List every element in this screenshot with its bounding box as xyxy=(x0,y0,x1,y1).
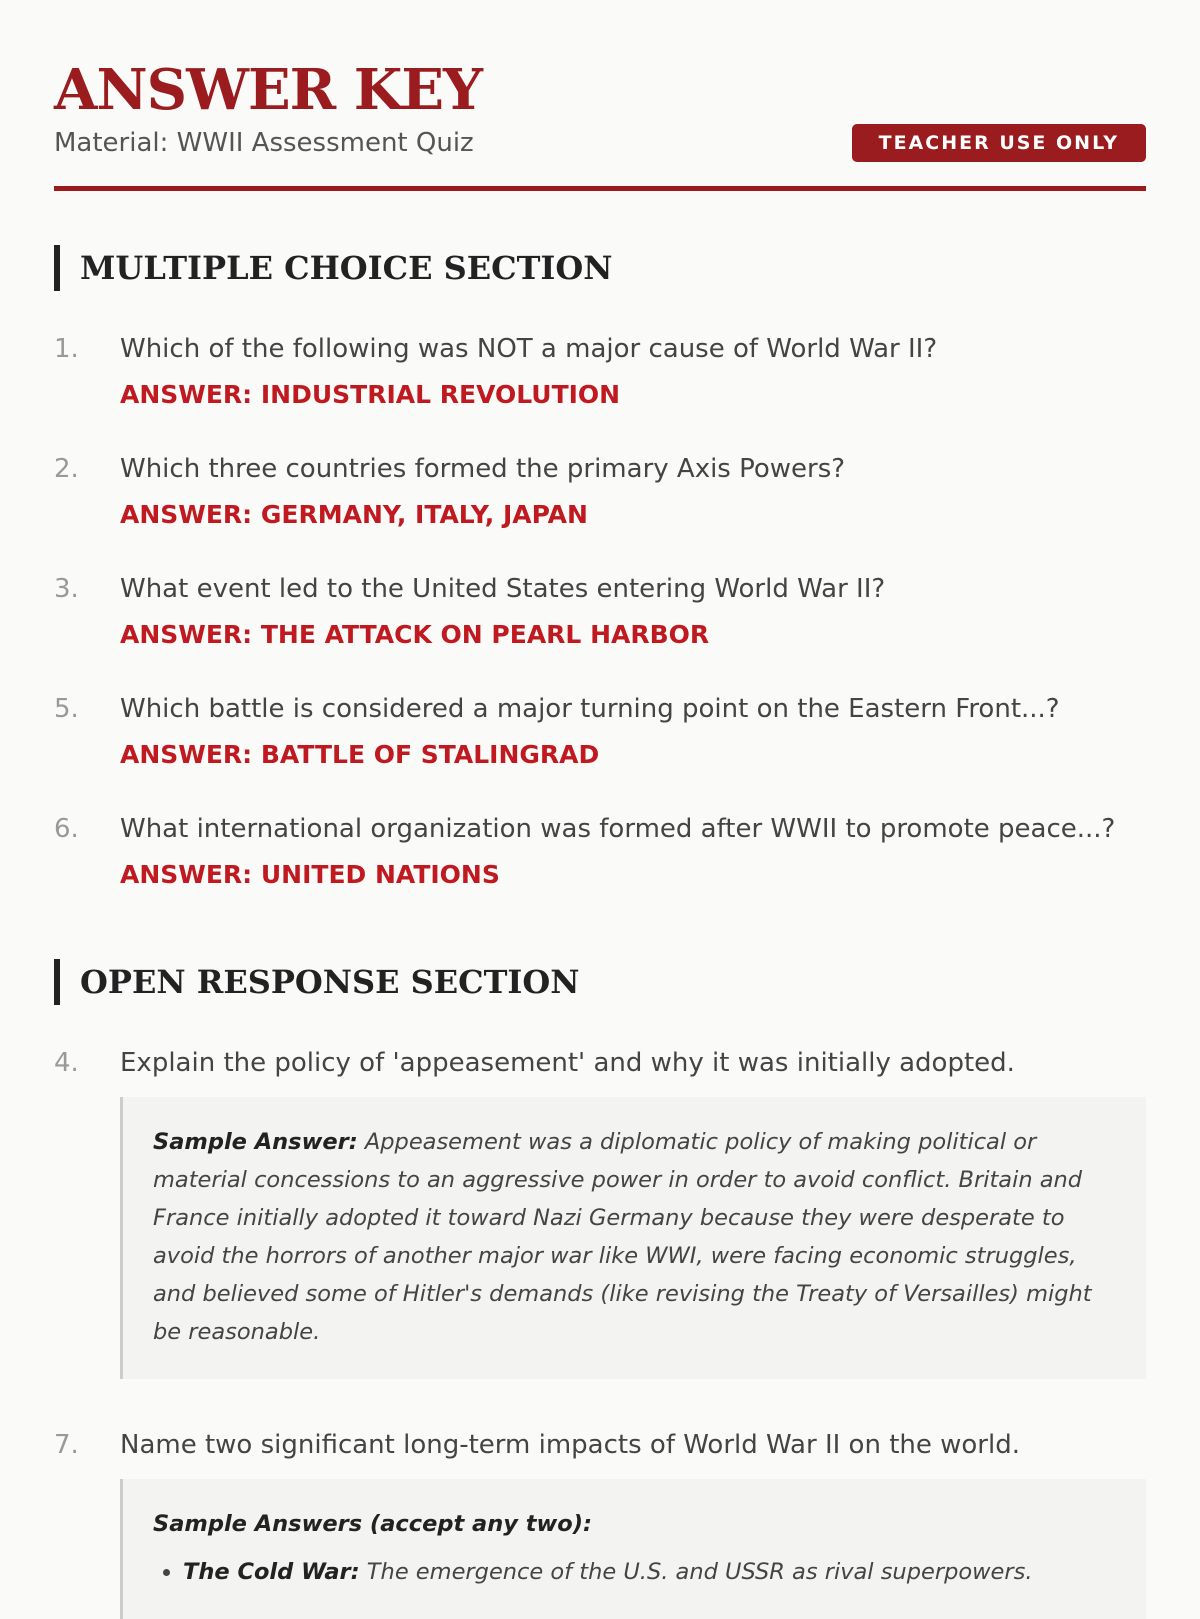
sample-answer-box xyxy=(120,1479,1146,1619)
question-item xyxy=(54,571,1146,653)
question-item xyxy=(54,1427,1146,1619)
question-number: 1. xyxy=(54,334,79,364)
question-text: Name two significant long-term impacts of World War II on the world. xyxy=(120,1430,1020,1460)
bullet-term: The Cold War: xyxy=(183,1559,360,1585)
question-item xyxy=(54,1045,1146,1379)
sample-answer-text: Appeasement was a diplomatic policy of making political or material concessions to an aggressive power in order to avoid conflict. Britain and France initially adopted it toward Nazi Germany because they were desperate to avoid the horrors of another major war like WWI, were facing economic struggles, and believed some of Hitler's demands (like revising the Treaty of Versailles) might be reasonable. xyxy=(153,1129,1092,1345)
question-number: 5. xyxy=(54,694,79,724)
question-number: 6. xyxy=(54,814,79,844)
question-item xyxy=(54,451,1146,533)
sample-answer-bullet xyxy=(183,1553,1116,1591)
page-title: ANSWER KEY xyxy=(54,57,483,123)
sample-answer-label: Sample Answers (accept any two): xyxy=(153,1511,593,1537)
answer-text: ANSWER: GERMANY, ITALY, JAPAN xyxy=(120,500,588,529)
question-text: Which battle is considered a major turning point on the Eastern Front...? xyxy=(120,694,1060,724)
sample-answer-box xyxy=(120,1097,1146,1379)
sample-answer-list xyxy=(153,1553,1116,1591)
bullet-text: The emergence of the U.S. and USSR as rival superpowers. xyxy=(359,1559,1033,1585)
question-item xyxy=(54,331,1146,413)
header-subrow xyxy=(54,124,1146,162)
answer-text: ANSWER: THE ATTACK ON PEARL HARBOR xyxy=(120,620,710,649)
question-number: 7. xyxy=(54,1430,79,1460)
section-heading-open-response: OPEN RESPONSE SECTION xyxy=(54,959,1146,1005)
answer-text: ANSWER: UNITED NATIONS xyxy=(120,860,500,889)
question-item xyxy=(54,691,1146,773)
answer-text: ANSWER: BATTLE OF STALINGRAD xyxy=(120,740,600,769)
question-item xyxy=(54,811,1146,893)
header-divider xyxy=(54,186,1146,191)
question-number: 2. xyxy=(54,454,79,484)
teacher-use-badge: TEACHER USE ONLY xyxy=(852,124,1146,162)
question-text: Which three countries formed the primary Axis Powers? xyxy=(120,454,846,484)
sample-answer-label: Sample Answer: xyxy=(153,1129,358,1155)
multiple-choice-list xyxy=(54,331,1146,893)
section-heading-multiple-choice: MULTIPLE CHOICE SECTION xyxy=(54,245,1146,291)
question-text: What international organization was formed after WWII to promote peace...? xyxy=(120,814,1116,844)
answer-text: ANSWER: INDUSTRIAL REVOLUTION xyxy=(120,380,621,409)
material-subtitle: Material: WWII Assessment Quiz xyxy=(54,128,474,158)
question-number: 3. xyxy=(54,574,79,604)
question-text: Which of the following was NOT a major cause of World War II? xyxy=(120,334,938,364)
question-number: 4. xyxy=(54,1048,79,1078)
question-text: Explain the policy of 'appeasement' and why it was initially adopted. xyxy=(120,1048,1015,1078)
question-text: What event led to the United States entering World War II? xyxy=(120,574,886,604)
